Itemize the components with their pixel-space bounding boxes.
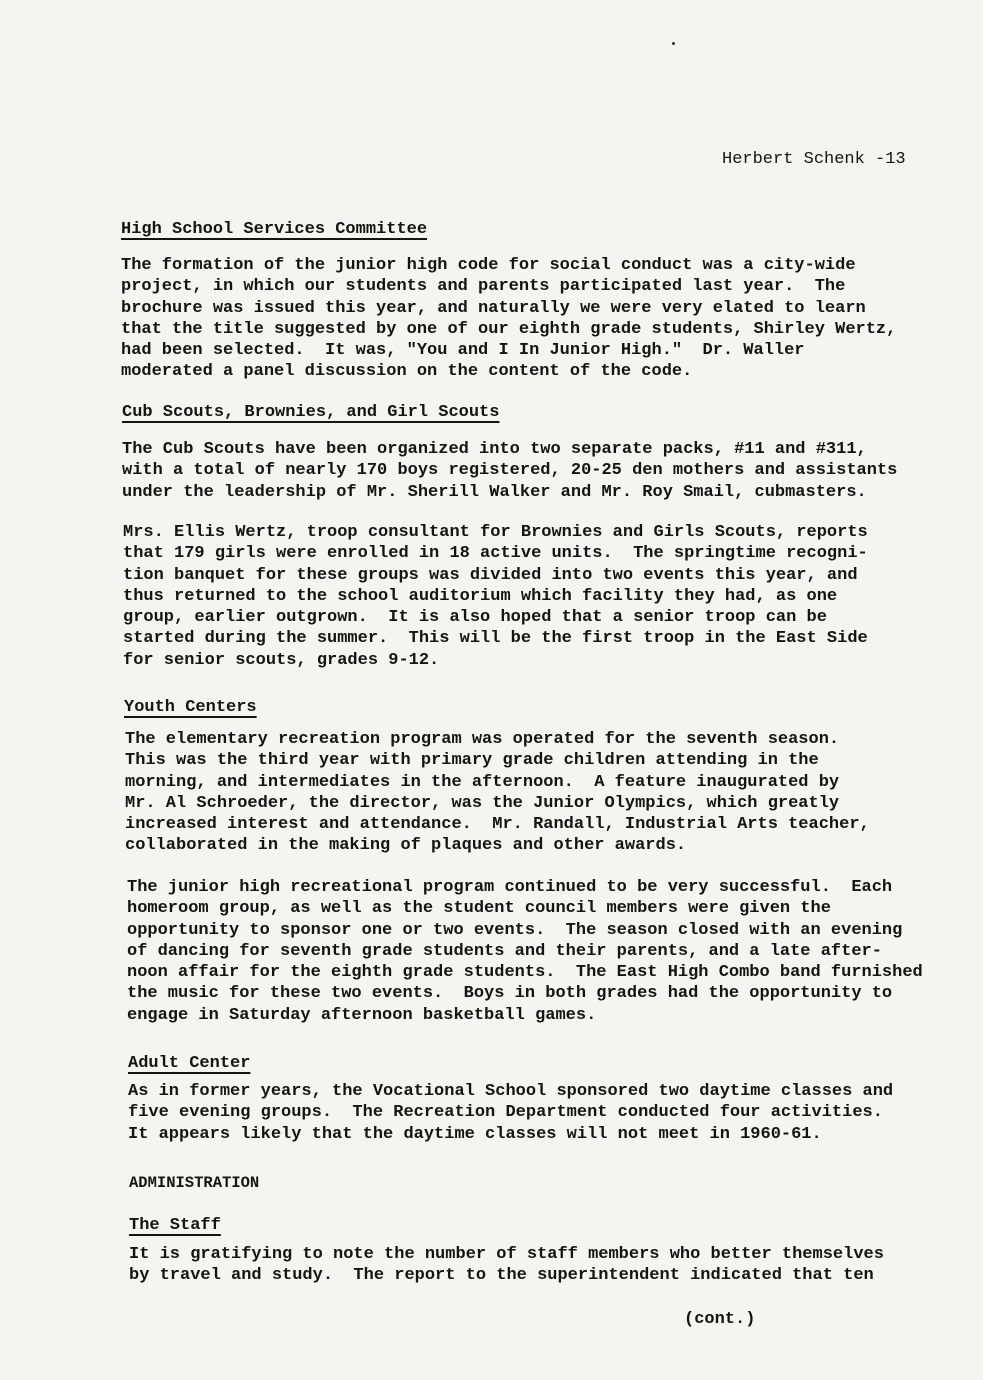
text-line: noon affair for the eighth grade students. The East High Combo band furnished <box>127 963 923 983</box>
paragraph-elementary-recreation <box>125 729 870 857</box>
paragraph-adult-center <box>128 1081 893 1145</box>
stray-ink-dot <box>672 42 675 45</box>
text-line: moderated a panel discussion on the content of the code. <box>121 362 693 382</box>
text-line: Mr. Al Schroeder, the director, was the Junior Olympics, which greatly <box>125 793 840 813</box>
text-line: It is gratifying to note the number of staff members who better themselves <box>129 1245 884 1264</box>
text-line: morning, and intermediates in the afternoon. A feature inaugurated by <box>125 772 840 792</box>
text-line: five evening groups. The Recreation Department conducted four activities. <box>128 1103 883 1123</box>
text-line: It appears likely that the daytime classes will not meet in 1960-61. <box>128 1124 822 1144</box>
text-line: engage in Saturday afternoon basketball games. <box>127 1005 597 1025</box>
text-line: project, in which our students and parents participated last year. The <box>121 277 846 297</box>
text-line: that the title suggested by one of our eighth grade students, Shirley Wertz, <box>121 319 897 339</box>
heading-youth-centers: Youth Centers <box>124 698 257 717</box>
text-line: thus returned to the school auditorium which facility they had, as one <box>123 586 838 606</box>
heading-high-school-services: High School Services Committee <box>121 220 428 239</box>
text-line: This was the third year with primary grade children attending in the <box>125 751 819 771</box>
paragraph-girl-scouts <box>123 522 868 671</box>
heading-administration: ADMINISTRATION <box>129 1174 260 1192</box>
page-header: Herbert Schenk -13 <box>722 150 906 169</box>
text-line: of dancing for seventh grade students and their parents, and a late after- <box>127 941 882 961</box>
text-line: homeroom group, as well as the student council members were given the <box>127 899 831 919</box>
text-line: The elementary recreation program was operated for the seventh season. <box>125 730 840 749</box>
paragraph-high-school-services <box>121 255 896 383</box>
text-line: that 179 girls were enrolled in 18 active units. The springtime recogni- <box>123 544 868 564</box>
text-line: group, earlier outgrown. It is also hoped that a senior troop can be <box>123 608 827 628</box>
text-line: The formation of the junior high code for social conduct was a city-wide <box>121 256 856 275</box>
heading-cub-scouts: Cub Scouts, Brownies, and Girl Scouts <box>122 403 500 422</box>
text-line: opportunity to sponsor one or two events. The season closed with an evening <box>127 920 903 940</box>
text-line: brochure was issued this year, and naturally we were very elated to learn <box>121 298 866 318</box>
text-line: for senior scouts, grades 9-12. <box>123 650 440 670</box>
paragraph-junior-high-recreation <box>127 877 923 1026</box>
text-line: collaborated in the making of plaques and other awards. <box>125 836 687 856</box>
text-line: had been selected. It was, "You and I In Junior High." Dr. Waller <box>121 341 805 361</box>
continued-note: (cont.) <box>684 1310 756 1329</box>
text-line: increased interest and attendance. Mr. Randall, Industrial Arts teacher, <box>125 815 870 835</box>
text-line: under the leadership of Mr. Sherill Walker and Mr. Roy Smail, cubmasters. <box>122 482 867 502</box>
text-line: by travel and study. The report to the superintendent indicated that ten <box>129 1266 874 1286</box>
text-line: with a total of nearly 170 boys registered, 20-25 den mothers and assistants <box>122 461 898 481</box>
text-line: The junior high recreational program continued to be very successful. Each <box>127 878 893 897</box>
text-line: The Cub Scouts have been organized into two separate packs, #11 and #311, <box>122 440 867 459</box>
text-line: Mrs. Ellis Wertz, troop consultant for Brownies and Girls Scouts, reports <box>123 523 868 542</box>
heading-the-staff: The Staff <box>129 1216 221 1235</box>
text-line: As in former years, the Vocational School sponsored two daytime classes and <box>128 1082 894 1101</box>
text-line: the music for these two events. Boys in both grades had the opportunity to <box>127 984 893 1004</box>
paragraph-the-staff <box>129 1244 884 1287</box>
paragraph-cub-scouts <box>122 439 897 503</box>
text-line: started during the summer. This will be the first troop in the East Side <box>123 629 868 649</box>
heading-adult-center: Adult Center <box>128 1054 251 1073</box>
text-line: tion banquet for these groups was divided into two events this year, and <box>123 565 858 585</box>
